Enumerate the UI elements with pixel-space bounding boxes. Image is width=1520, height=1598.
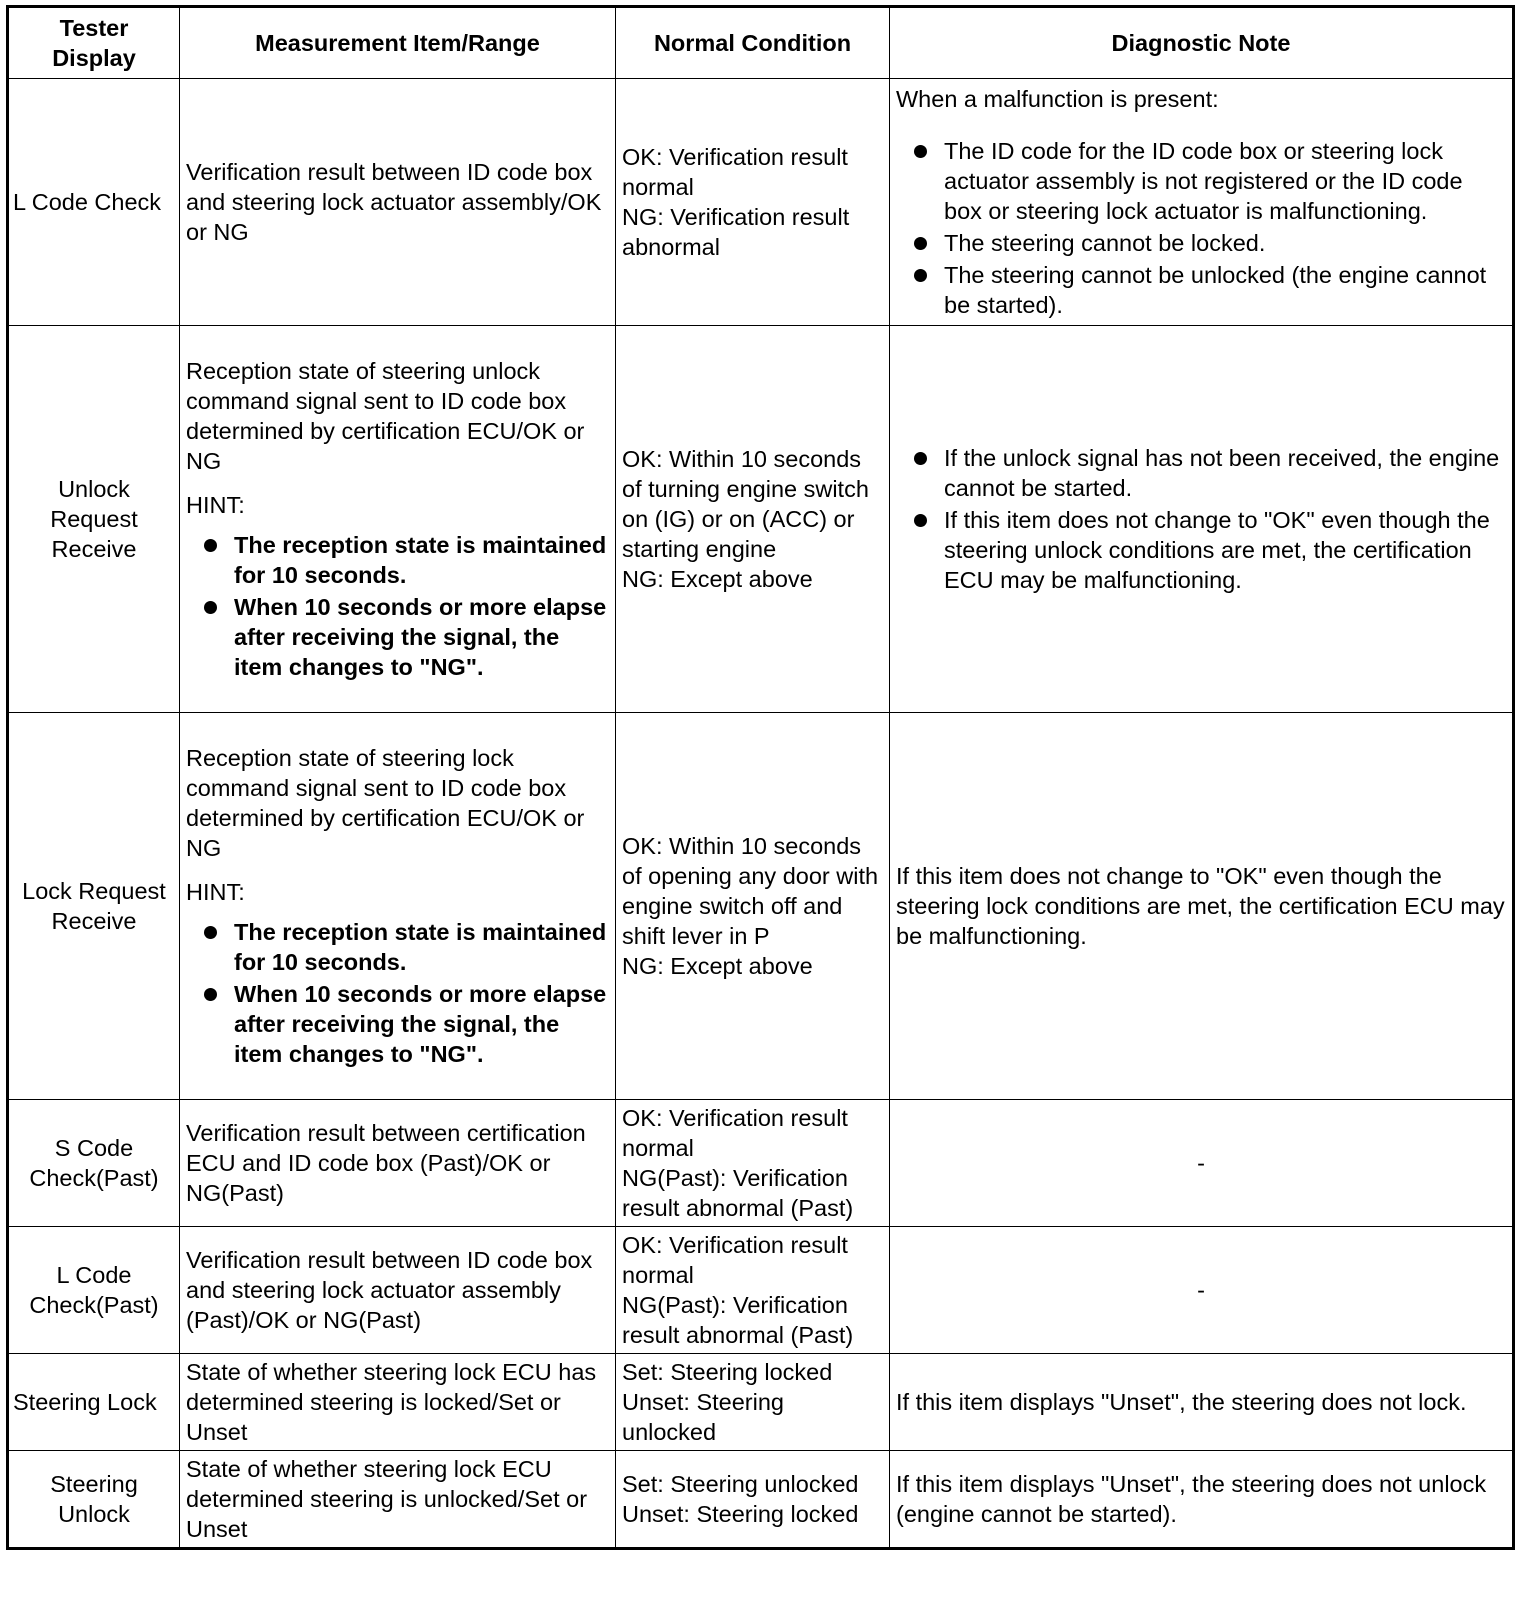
table-row (8, 713, 1514, 1100)
header-tester-display: Tester Display (8, 7, 180, 79)
measurement-cell (180, 326, 616, 713)
normal-line: NG: Verification result abnormal (622, 204, 850, 260)
tester-display-cell: Lock Request Receive (8, 713, 180, 1100)
measurement-cell: State of whether steering lock ECU has determined steering is locked/Set or Unset (180, 1354, 616, 1451)
hint-bullet: When 10 seconds or more elapse after receiving the signal, the item changes to "NG". (186, 592, 609, 682)
normal-line: OK: Within 10 seconds of opening any door with engine switch off and shift lever in P (622, 833, 879, 949)
diagnostic-bullet: The steering cannot be unlocked (the engine cannot be started). (896, 260, 1506, 320)
hint-label: HINT: (186, 492, 245, 518)
hint-bullet-list (186, 917, 609, 1069)
normal-condition-cell (616, 79, 890, 326)
measurement-cell: Verification result between ID code box and steering lock actuator assembly (Past)/OK or NG(Past) (180, 1227, 616, 1354)
hint-bullet: The reception state is maintained for 10 seconds. (186, 530, 609, 590)
diagnostic-note-cell (890, 79, 1514, 326)
diagnostic-intro: When a malfunction is present: (896, 86, 1219, 112)
normal-line: NG(Past): Verification result abnormal (Past) (622, 1165, 854, 1221)
measurement-text: Reception state of steering lock command signal sent to ID code box determined by certification ECU/OK or NG (186, 745, 585, 861)
tester-display-cell: Unlock Request Receive (8, 326, 180, 713)
diagnostic-bullet: If this item does not change to "OK" even though the steering unlock conditions are met, the certification ECU may be malfunctioning. (896, 505, 1506, 595)
hint-bullet: The reception state is maintained for 10 seconds. (186, 917, 609, 977)
tester-display-cell: Steering Lock (8, 1354, 180, 1451)
normal-line: NG: Except above (622, 953, 813, 979)
normal-condition-cell (616, 1354, 890, 1451)
normal-line: Unset: Steering locked (622, 1501, 859, 1527)
table-row (8, 1227, 1514, 1354)
hint-bullet: When 10 seconds or more elapse after receiving the signal, the item changes to "NG". (186, 979, 609, 1069)
header-diagnostic-note: Diagnostic Note (890, 7, 1514, 79)
diagnostic-bullet: The steering cannot be locked. (896, 228, 1506, 258)
normal-line: OK: Verification result normal (622, 144, 848, 200)
tester-display-cell: Steering Unlock (8, 1451, 180, 1549)
normal-line: Unset: Steering unlocked (622, 1389, 784, 1445)
normal-line: Set: Steering unlocked (622, 1471, 859, 1497)
diagnostic-note-cell: If this item displays "Unset", the steering does not lock. (890, 1354, 1514, 1451)
header-row (8, 7, 1514, 79)
normal-line: OK: Verification result normal (622, 1232, 848, 1288)
measurement-text: Reception state of steering unlock command signal sent to ID code box determined by certification ECU/OK or NG (186, 358, 585, 474)
normal-condition-cell (616, 1100, 890, 1227)
normal-line: OK: Within 10 seconds of turning engine switch on (IG) or on (ACC) or starting engine (622, 446, 869, 562)
diagnostic-bullet: If the unlock signal has not been received, the engine cannot be started. (896, 443, 1506, 503)
measurement-cell: Verification result between ID code box and steering lock actuator assembly/OK or NG (180, 79, 616, 326)
normal-condition-cell (616, 1451, 890, 1549)
table-row (8, 326, 1514, 713)
tester-display-cell: S Code Check(Past) (8, 1100, 180, 1227)
table-row (8, 1451, 1514, 1549)
hint-label: HINT: (186, 879, 245, 905)
normal-condition-cell (616, 326, 890, 713)
diagnostic-note-cell: - (890, 1227, 1514, 1354)
hint-bullet-list (186, 530, 609, 682)
diagnostic-note-cell: If this item displays "Unset", the steering does not unlock (engine cannot be started). (890, 1451, 1514, 1549)
header-measurement: Measurement Item/Range (180, 7, 616, 79)
diagnostic-bullet-list (896, 136, 1506, 320)
normal-line: OK: Verification result normal (622, 1105, 848, 1161)
diagnostic-note-cell: If this item does not change to "OK" even though the steering lock conditions are met, the certification ECU may be malfunctioning. (890, 713, 1514, 1100)
normal-condition-cell (616, 1227, 890, 1354)
measurement-cell: State of whether steering lock ECU determined steering is unlocked/Set or Unset (180, 1451, 616, 1549)
normal-line: NG(Past): Verification result abnormal (Past) (622, 1292, 854, 1348)
diagnostic-note-cell: - (890, 1100, 1514, 1227)
header-normal-condition: Normal Condition (616, 7, 890, 79)
table-row (8, 79, 1514, 326)
diagnostic-note-cell (890, 326, 1514, 713)
measurement-cell: Verification result between certification ECU and ID code box (Past)/OK or NG(Past) (180, 1100, 616, 1227)
data-list-table (6, 5, 1515, 1550)
document-page (6, 5, 1512, 1550)
normal-line: NG: Except above (622, 566, 813, 592)
measurement-cell (180, 713, 616, 1100)
normal-line: Set: Steering locked (622, 1359, 833, 1385)
table-row (8, 1354, 1514, 1451)
table-row (8, 1100, 1514, 1227)
diagnostic-bullet: The ID code for the ID code box or steering lock actuator assembly is not registered or the ID code box or steering lock actuator is malfunctioning. (896, 136, 1506, 226)
tester-display-cell: L Code Check(Past) (8, 1227, 180, 1354)
diagnostic-bullet-list (896, 443, 1506, 595)
tester-display-cell: L Code Check (8, 79, 180, 326)
normal-condition-cell (616, 713, 890, 1100)
